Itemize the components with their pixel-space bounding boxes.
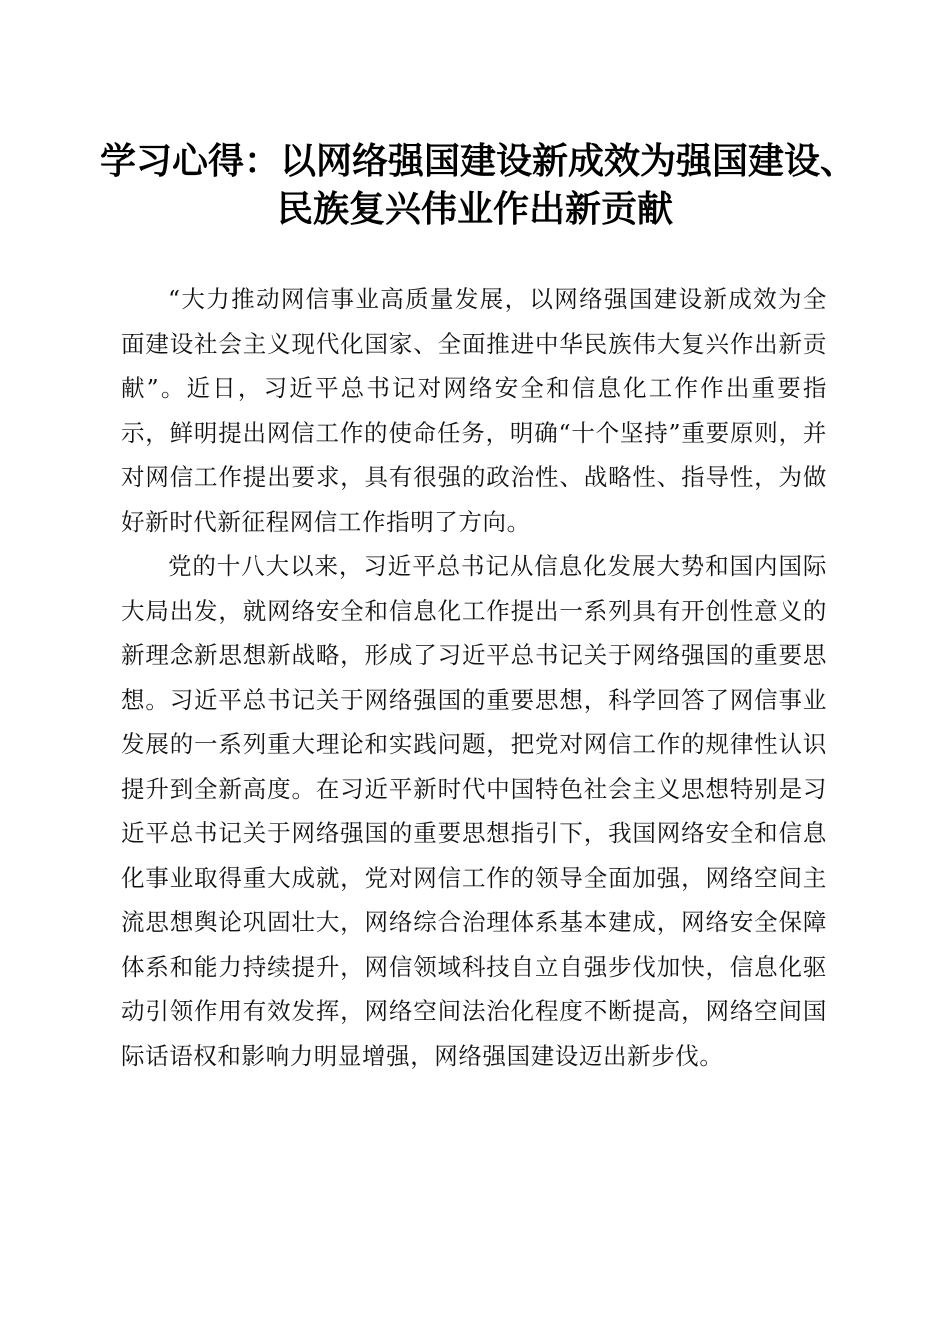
document-title-line-2: 民族复兴伟业作出新贡献	[276, 188, 673, 230]
document-body	[121, 277, 827, 1078]
document-title-line-1: 学习心得：以网络强国建设新成效为强国建设、	[100, 140, 857, 182]
paragraph-2: 党的十八大以来，习近平总书记从信息化发展大势和国内国际大局出发，就网络安全和信息化工作提出一系列具有开创性意义的新理念新思想新战略，形成了习近平总书记关于网络强国的重要思想。习近平总书记关于网络强国的重要思想，科学回答了网信事业发展的一系列重大理论和实践问题，把党对网信工作的规律性认识提升到全新高度。在习近平新时代中国特色社会主义思想特别是习近平总书记关于网络强国的重要思想指引下，我国网络安全和信息化事业取得重大成就，党对网信工作的领导全面加强，网络空间主流思想舆论巩固壮大，网络综合治理体系基本建成，网络安全保障体系和能力持续提升，网信领域科技自立自强步伐加快，信息化驱动引领作用有效发挥，网络空间法治化程度不断提高，网络空间国际话语权和影响力明显增强，网络强国建设迈出新步伐。	[121, 552, 827, 1070]
paragraph-1: “大力推动网信事业高质量发展，以网络强国建设新成效为全面建设社会主义现代化国家、全面推进中华民族伟大复兴作出新贡献”。近日，习近平总书记对网络安全和信息化工作作出重要指示，鲜明提出网信工作的使命任务，明确“十个坚持”重要原则，并对网信工作提出要求，具有很强的政治性、战略性、指导性，为做好新时代新征程网信工作指明了方向。	[121, 285, 827, 536]
